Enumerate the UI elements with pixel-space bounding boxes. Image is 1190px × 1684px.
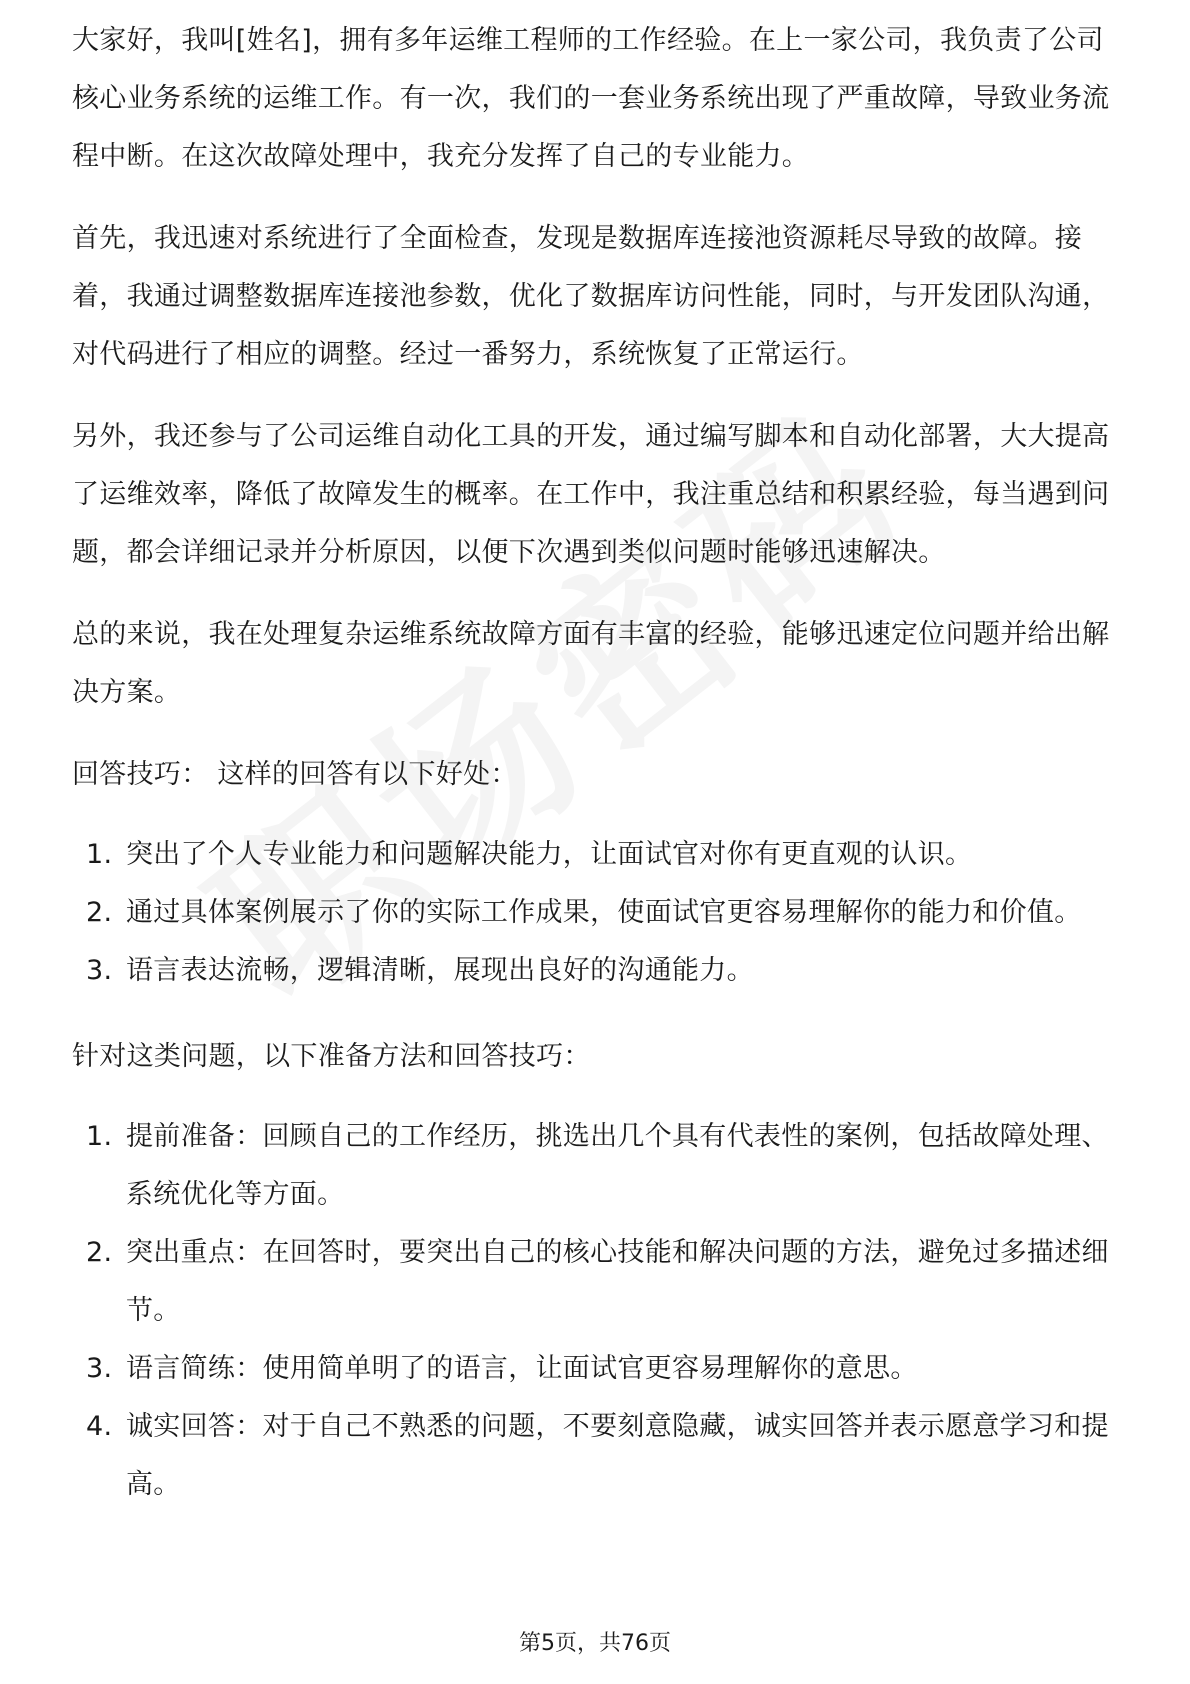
prep-list <box>72 1108 1122 1514</box>
paragraph-summary: 总的来说，我在处理复杂运维系统故障方面有丰富的经验，能够迅速定位问题并给出解决方案。 <box>72 619 1110 708</box>
paragraph-automation: 另外，我还参与了公司运维自动化工具的开发，通过编写脚本和自动化部署，大大提高了运维效率，降低了故障发生的概率。在工作中，我注重总结和积累经验，每当遇到问题，都会详细记录并分析原因，以便下次遇到类似问题时能够迅速解决。 <box>72 421 1110 568</box>
page-number-footer: 第5页，共76页 <box>519 1631 671 1656</box>
list-item <box>72 826 1122 884</box>
list-number: 3. <box>86 955 113 986</box>
list-item-text: 语言简练：使用简单明了的语言，让面试官更容易理解你的意思。 <box>126 1353 918 1384</box>
list-item-text: 语言表达流畅，逻辑清晰，展现出良好的沟通能力。 <box>126 955 754 986</box>
list-number: 4. <box>86 1411 113 1442</box>
tips-list <box>72 826 1122 1000</box>
list-item-text: 通过具体案例展示了你的实际工作成果，使面试官更容易理解你的能力和价值。 <box>126 897 1082 928</box>
tips-heading: 回答技巧： 这样的回答有以下好处： <box>72 759 518 790</box>
list-item <box>72 1340 1122 1398</box>
prep-heading: 针对这类问题，以下准备方法和回答技巧： <box>72 1041 591 1072</box>
paragraph-intro: 大家好，我叫[姓名]，拥有多年运维工程师的工作经验。在上一家公司，我负责了公司核心业务系统的运维工作。有一次，我们的一套业务系统出现了严重故障，导致业务流程中断。在这次故障处理中，我充分发挥了自己的专业能力。 <box>72 25 1110 172</box>
list-item <box>72 942 1122 1000</box>
paragraph-troubleshoot: 首先，我迅速对系统进行了全面检查，发现是数据库连接池资源耗尽导致的故障。接着，我通过调整数据库连接池参数，优化了数据库访问性能，同时，与开发团队沟通，对代码进行了相应的调整。经过一番努力，系统恢复了正常运行。 <box>72 223 1110 370</box>
list-item-text: 突出重点：在回答时，要突出自己的核心技能和解决问题的方法，避免过多描述细节。 <box>126 1237 1109 1326</box>
list-item-text: 突出了个人专业能力和问题解决能力，让面试官对你有更直观的认识。 <box>126 839 973 870</box>
list-item <box>72 1108 1122 1224</box>
list-item-text: 提前准备：回顾自己的工作经历，挑选出几个具有代表性的案例，包括故障处理、系统优化等方面。 <box>126 1121 1109 1210</box>
page-content <box>72 26 1122 1542</box>
list-number: 1. <box>86 1121 113 1152</box>
list-number: 2. <box>86 897 113 928</box>
list-item <box>72 1398 1122 1514</box>
list-number: 2. <box>86 1237 113 1268</box>
list-number: 3. <box>86 1353 113 1384</box>
list-number: 1. <box>86 839 113 870</box>
list-item <box>72 1224 1122 1340</box>
list-item <box>72 884 1122 942</box>
list-item-text: 诚实回答：对于自己不熟悉的问题，不要刻意隐藏，诚实回答并表示愿意学习和提高。 <box>126 1411 1109 1500</box>
